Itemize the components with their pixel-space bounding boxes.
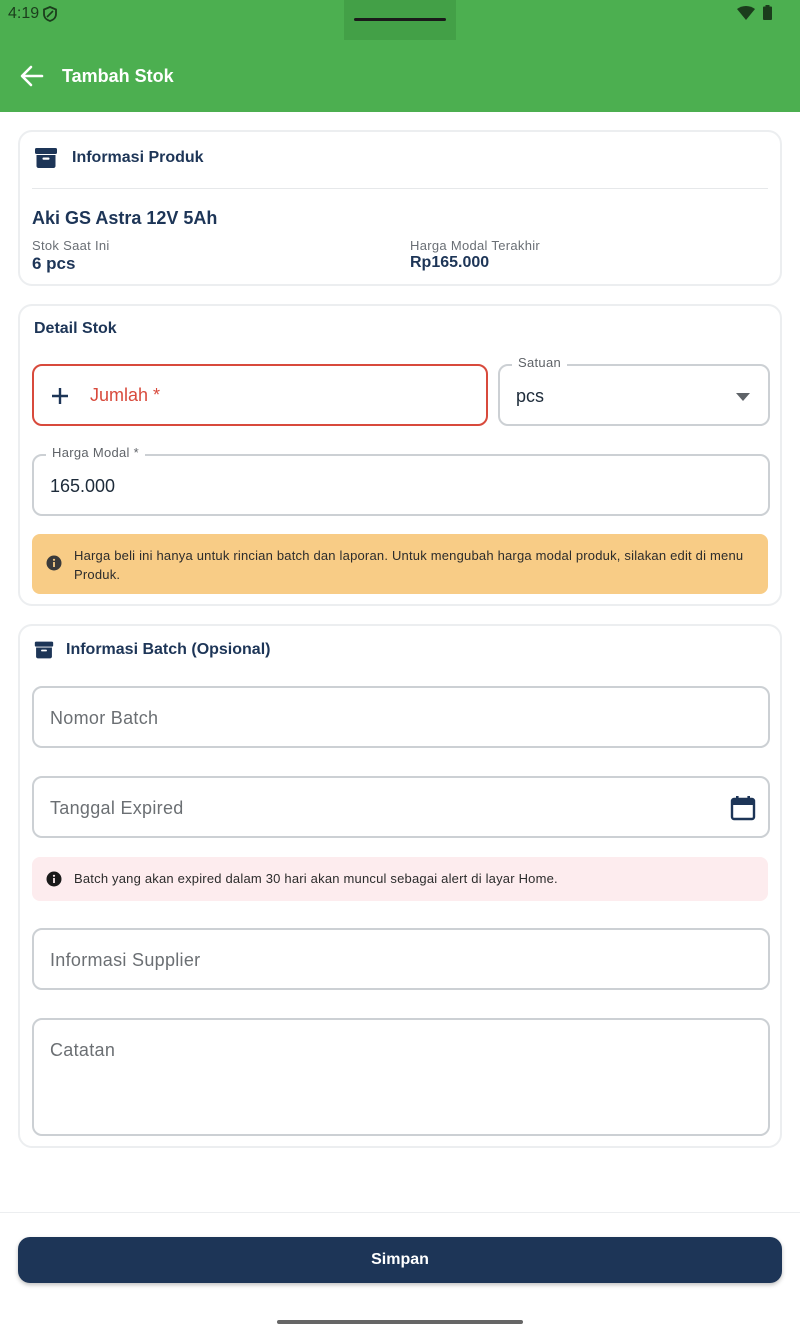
stock-value: 6 pcs xyxy=(32,254,76,273)
unit-label: Satuan xyxy=(512,355,567,370)
batch-info-title: Informasi Batch (Opsional) xyxy=(66,641,271,658)
archive-icon xyxy=(34,146,58,170)
notes-placeholder: Catatan xyxy=(50,1040,116,1060)
archive-icon xyxy=(34,640,54,660)
calendar-icon[interactable] xyxy=(730,795,756,821)
expired-date-input[interactable] xyxy=(32,776,770,838)
camera-notch xyxy=(344,0,456,40)
page-title: Tambah Stok xyxy=(62,66,174,86)
batch-number-placeholder: Nomor Batch xyxy=(50,708,159,728)
supplier-placeholder: Informasi Supplier xyxy=(50,950,201,970)
cost-price-input[interactable] xyxy=(32,445,770,516)
stock-detail-header xyxy=(34,320,117,338)
divider xyxy=(32,188,768,189)
wifi-icon xyxy=(737,6,755,20)
save-button[interactable]: Simpan xyxy=(18,1237,782,1283)
unit-select[interactable] xyxy=(498,355,770,426)
last-cost-value: Rp165.000 xyxy=(410,254,490,271)
cost-price-label: Harga Modal * xyxy=(46,445,145,460)
stock-detail-title: Detail Stok xyxy=(34,320,117,337)
back-arrow-icon[interactable] xyxy=(18,64,46,88)
battery-icon xyxy=(763,5,772,20)
cost-warning-alert xyxy=(32,534,768,594)
cost-price-value: 165.000 xyxy=(50,476,116,496)
last-cost-label: Harga Modal Terakhir xyxy=(410,238,541,253)
supplier-input[interactable] xyxy=(32,928,770,990)
product-info-title: Informasi Produk xyxy=(72,149,204,166)
batch-number-input[interactable] xyxy=(32,686,770,748)
quantity-input[interactable] xyxy=(32,364,488,426)
batch-info-card xyxy=(18,624,782,1148)
gesture-nav-bar[interactable] xyxy=(277,1320,523,1324)
stock-detail-card xyxy=(18,304,782,606)
expiry-note-alert xyxy=(32,857,768,901)
product-info-card xyxy=(18,130,782,286)
clock: 4:19 xyxy=(8,5,40,22)
footer-divider xyxy=(0,1212,800,1213)
status-bar xyxy=(0,0,800,40)
cost-warning-text: Harga beli ini hanya untuk rincian batch dan laporan. Untuk mengubah harga modal produk, silakan edit di menu Produk. xyxy=(74,548,744,582)
status-time xyxy=(8,5,57,23)
expired-date-placeholder: Tanggal Expired xyxy=(50,798,184,818)
app-bar xyxy=(0,40,800,112)
status-icons xyxy=(737,5,772,20)
batch-info-header xyxy=(34,640,270,660)
shield-icon xyxy=(43,6,57,22)
dropdown-arrow-icon[interactable] xyxy=(736,393,750,401)
notes-textarea[interactable] xyxy=(32,1018,770,1136)
quantity-placeholder: Jumlah * xyxy=(90,385,161,405)
product-name: Aki GS Astra 12V 5Ah xyxy=(32,208,218,228)
unit-value: pcs xyxy=(516,386,545,406)
info-icon xyxy=(46,555,62,571)
plus-icon[interactable] xyxy=(50,386,70,406)
stock-label: Stok Saat Ini xyxy=(32,238,110,253)
info-icon xyxy=(46,871,62,887)
expiry-note-text: Batch yang akan expired dalam 30 hari akan muncul sebagai alert di layar Home. xyxy=(74,871,558,886)
product-info-header xyxy=(34,146,204,170)
